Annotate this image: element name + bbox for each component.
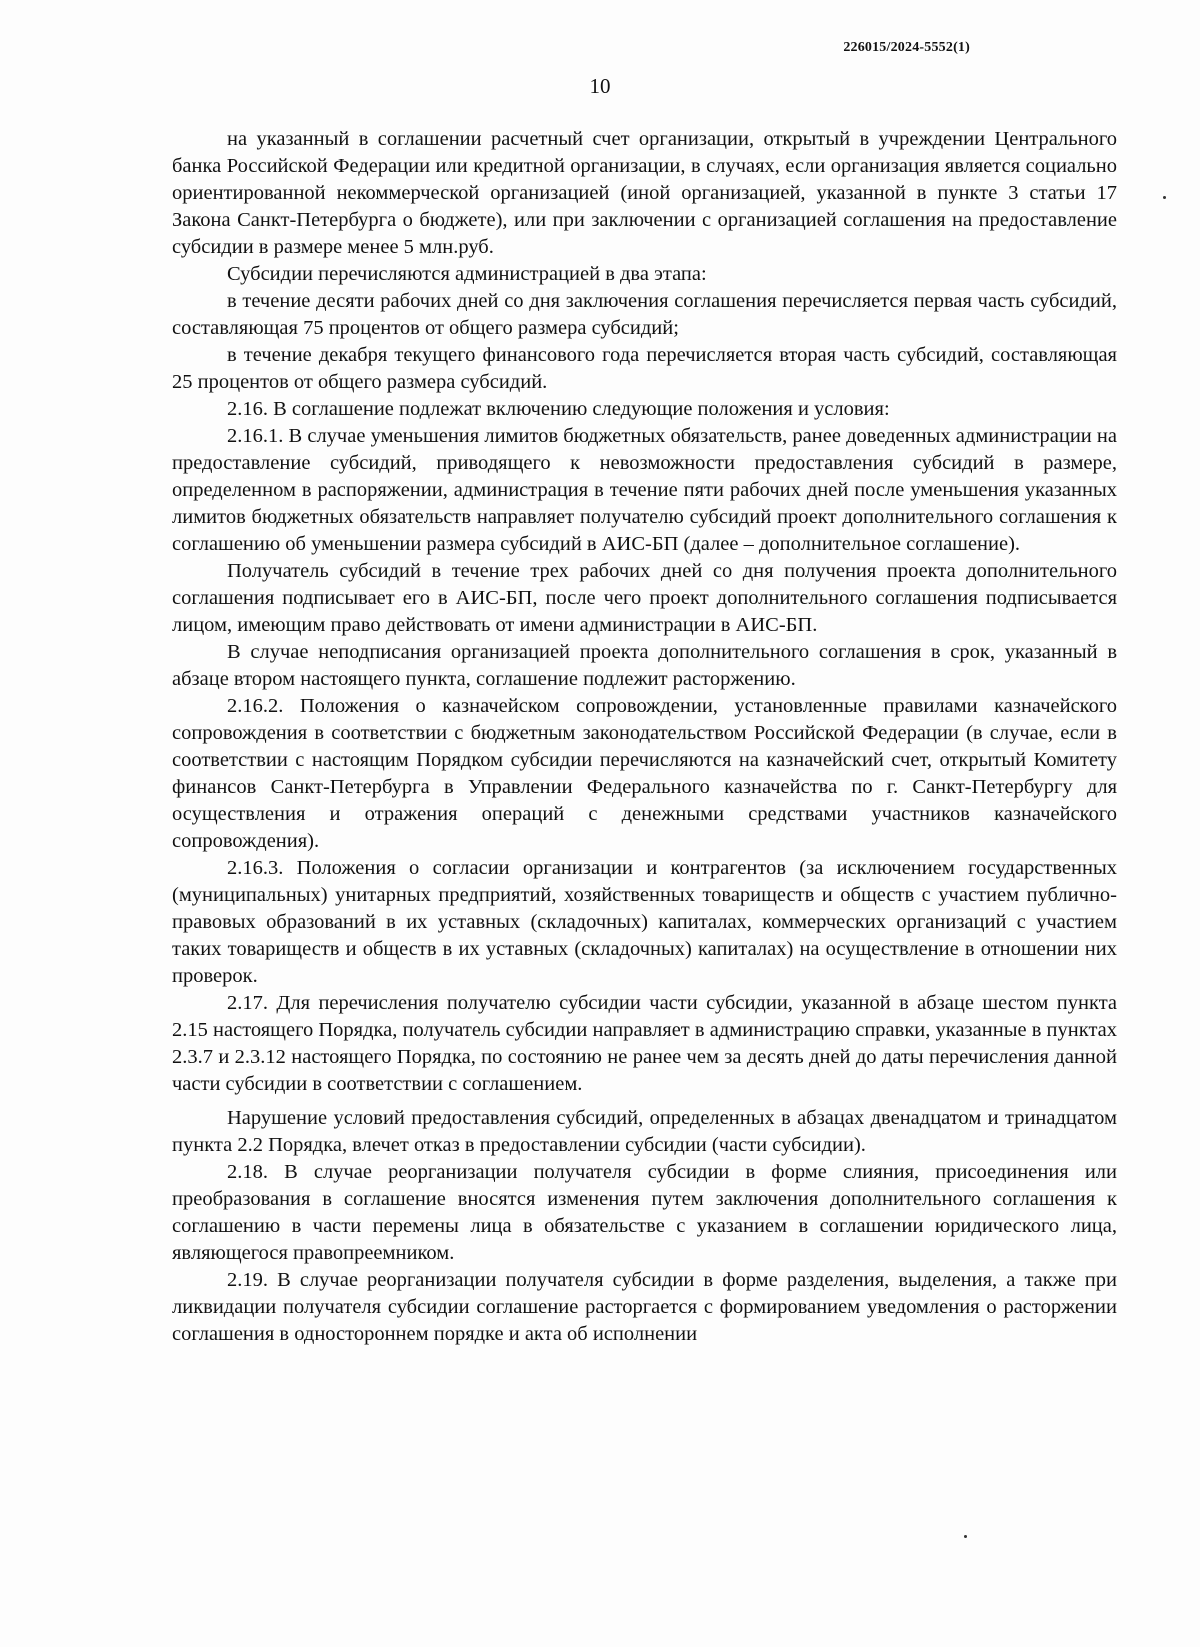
paragraph-2-18: 2.18. В случае реорганизации получателя субсидии в форме слияния, присоединения или преобразования в соглашение вносятся изменения путем заключения дополнительного соглашения к соглашению в части перемены лица в обязательстве с указанием в соглашении юридического лица, являющегося правопреемником.	[172, 1161, 1117, 1264]
paragraph-continuation: на указанный в соглашении расчетный счет организации, открытый в учреждении Центрального банка Российской Федерации или кредитной организации, в случаях, если организация является социально ориентированной некоммерческой организацией (иной организацией, указанной в пункте 3 статьи 17 Закона Санкт-Петербурга о бюджете), или при заключении с организацией соглашения на предоставление субсидии в размере менее 5 млн.руб.	[172, 128, 1117, 258]
scan-speck	[1163, 196, 1166, 199]
paragraph-recipient-signs: Получатель субсидий в течение трех рабочих дней со дня получения проекта дополнительного соглашения подписывает его в АИС-БП, после чего проект дополнительного соглашения подписывается лицом, имеющим право действовать от имени администрации в АИС-БП.	[172, 560, 1117, 636]
paragraph-2-16-2: 2.16.2. Положения о казначейском сопровождении, установленные правилами казначейского сопровождения в соответствии с бюджетным законодательством Российской Федерации (в случае, если в соответствии с настоящим Порядком субсидии перечисляются на казначейский счет, открытый Комитету финансов Санкт-Петербурга в Управлении Федерального казначейства по г. Санкт-Петербургу для осуществления и отражения операций с денежными средствами участников казначейского сопровождения).	[172, 695, 1117, 852]
paragraph-2-17: 2.17. Для перечисления получателю субсидии части субсидии, указанной в абзаце шестом пункта 2.15 настоящего Порядка, получатель субсидии направляет в администрацию справки, указанные в пунктах 2.3.7 и 2.3.12 настоящего Порядка, по состоянию не ранее чем за десять дней до даты перечисления данной части субсидии в соответствии с соглашением.	[172, 992, 1117, 1095]
page-number: 10	[589, 74, 611, 98]
paragraph-2-19: 2.19. В случае реорганизации получателя субсидии в форме разделения, выделения, а также при ликвидации получателя субсидии соглашение расторгается с формированием уведомления о расторжении соглашения в одностороннем порядке и акта об исполнении	[172, 1269, 1117, 1345]
paragraph-first-stage: в течение десяти рабочих дней со дня заключения соглашения перечисляется первая часть субсидий, составляющая 75 процентов от общего размера субсидий;	[172, 290, 1117, 339]
paragraph-2-16-1: 2.16.1. В случае уменьшения лимитов бюджетных обязательств, ранее доведенных администрации на предоставление субсидий, приводящего к невозможности предоставления субсидий в размере, определенном в распоряжении, администрация в течение пяти рабочих дней после уменьшения указанных лимитов бюджетных обязательств направляет получателю субсидий проект дополнительного соглашения к соглашению об уменьшении размера субсидий в АИС-БП (далее – дополнительное соглашение).	[172, 425, 1117, 555]
paragraph-non-signing: В случае неподписания организацией проекта дополнительного соглашения в срок, указанный в абзаце втором настоящего пункта, соглашение подлежит расторжению.	[172, 641, 1117, 690]
scan-speck	[964, 1535, 967, 1538]
document-body	[172, 126, 1117, 1348]
document-registration-number: 226015/2024-5552(1)	[843, 40, 970, 55]
paragraph-second-stage: в течение декабря текущего финансового года перечисляется вторая часть субсидий, составляющая 25 процентов от общего размера субсидий.	[172, 344, 1117, 393]
paragraph-violation: Нарушение условий предоставления субсидий, определенных в абзацах двенадцатом и тринадцатом пункта 2.2 Порядка, влечет отказ в предоставлении субсидии (части субсидии).	[172, 1107, 1117, 1156]
paragraph-2-16-3: 2.16.3. Положения о согласии организации и контрагентов (за исключением государственных (муниципальных) унитарных предприятий, хозяйственных товариществ и обществ с участием публично-правовых образований в их уставных (складочных) капиталах, коммерческих организаций с участием таких товариществ и обществ в их уставных (складочных) капиталах) на осуществление в отношении них проверок.	[172, 857, 1117, 987]
paragraph-2-16: 2.16. В соглашение подлежат включению следующие положения и условия:	[227, 398, 890, 420]
paragraph-two-stages: Субсидии перечисляются администрацией в два этапа:	[227, 263, 707, 285]
